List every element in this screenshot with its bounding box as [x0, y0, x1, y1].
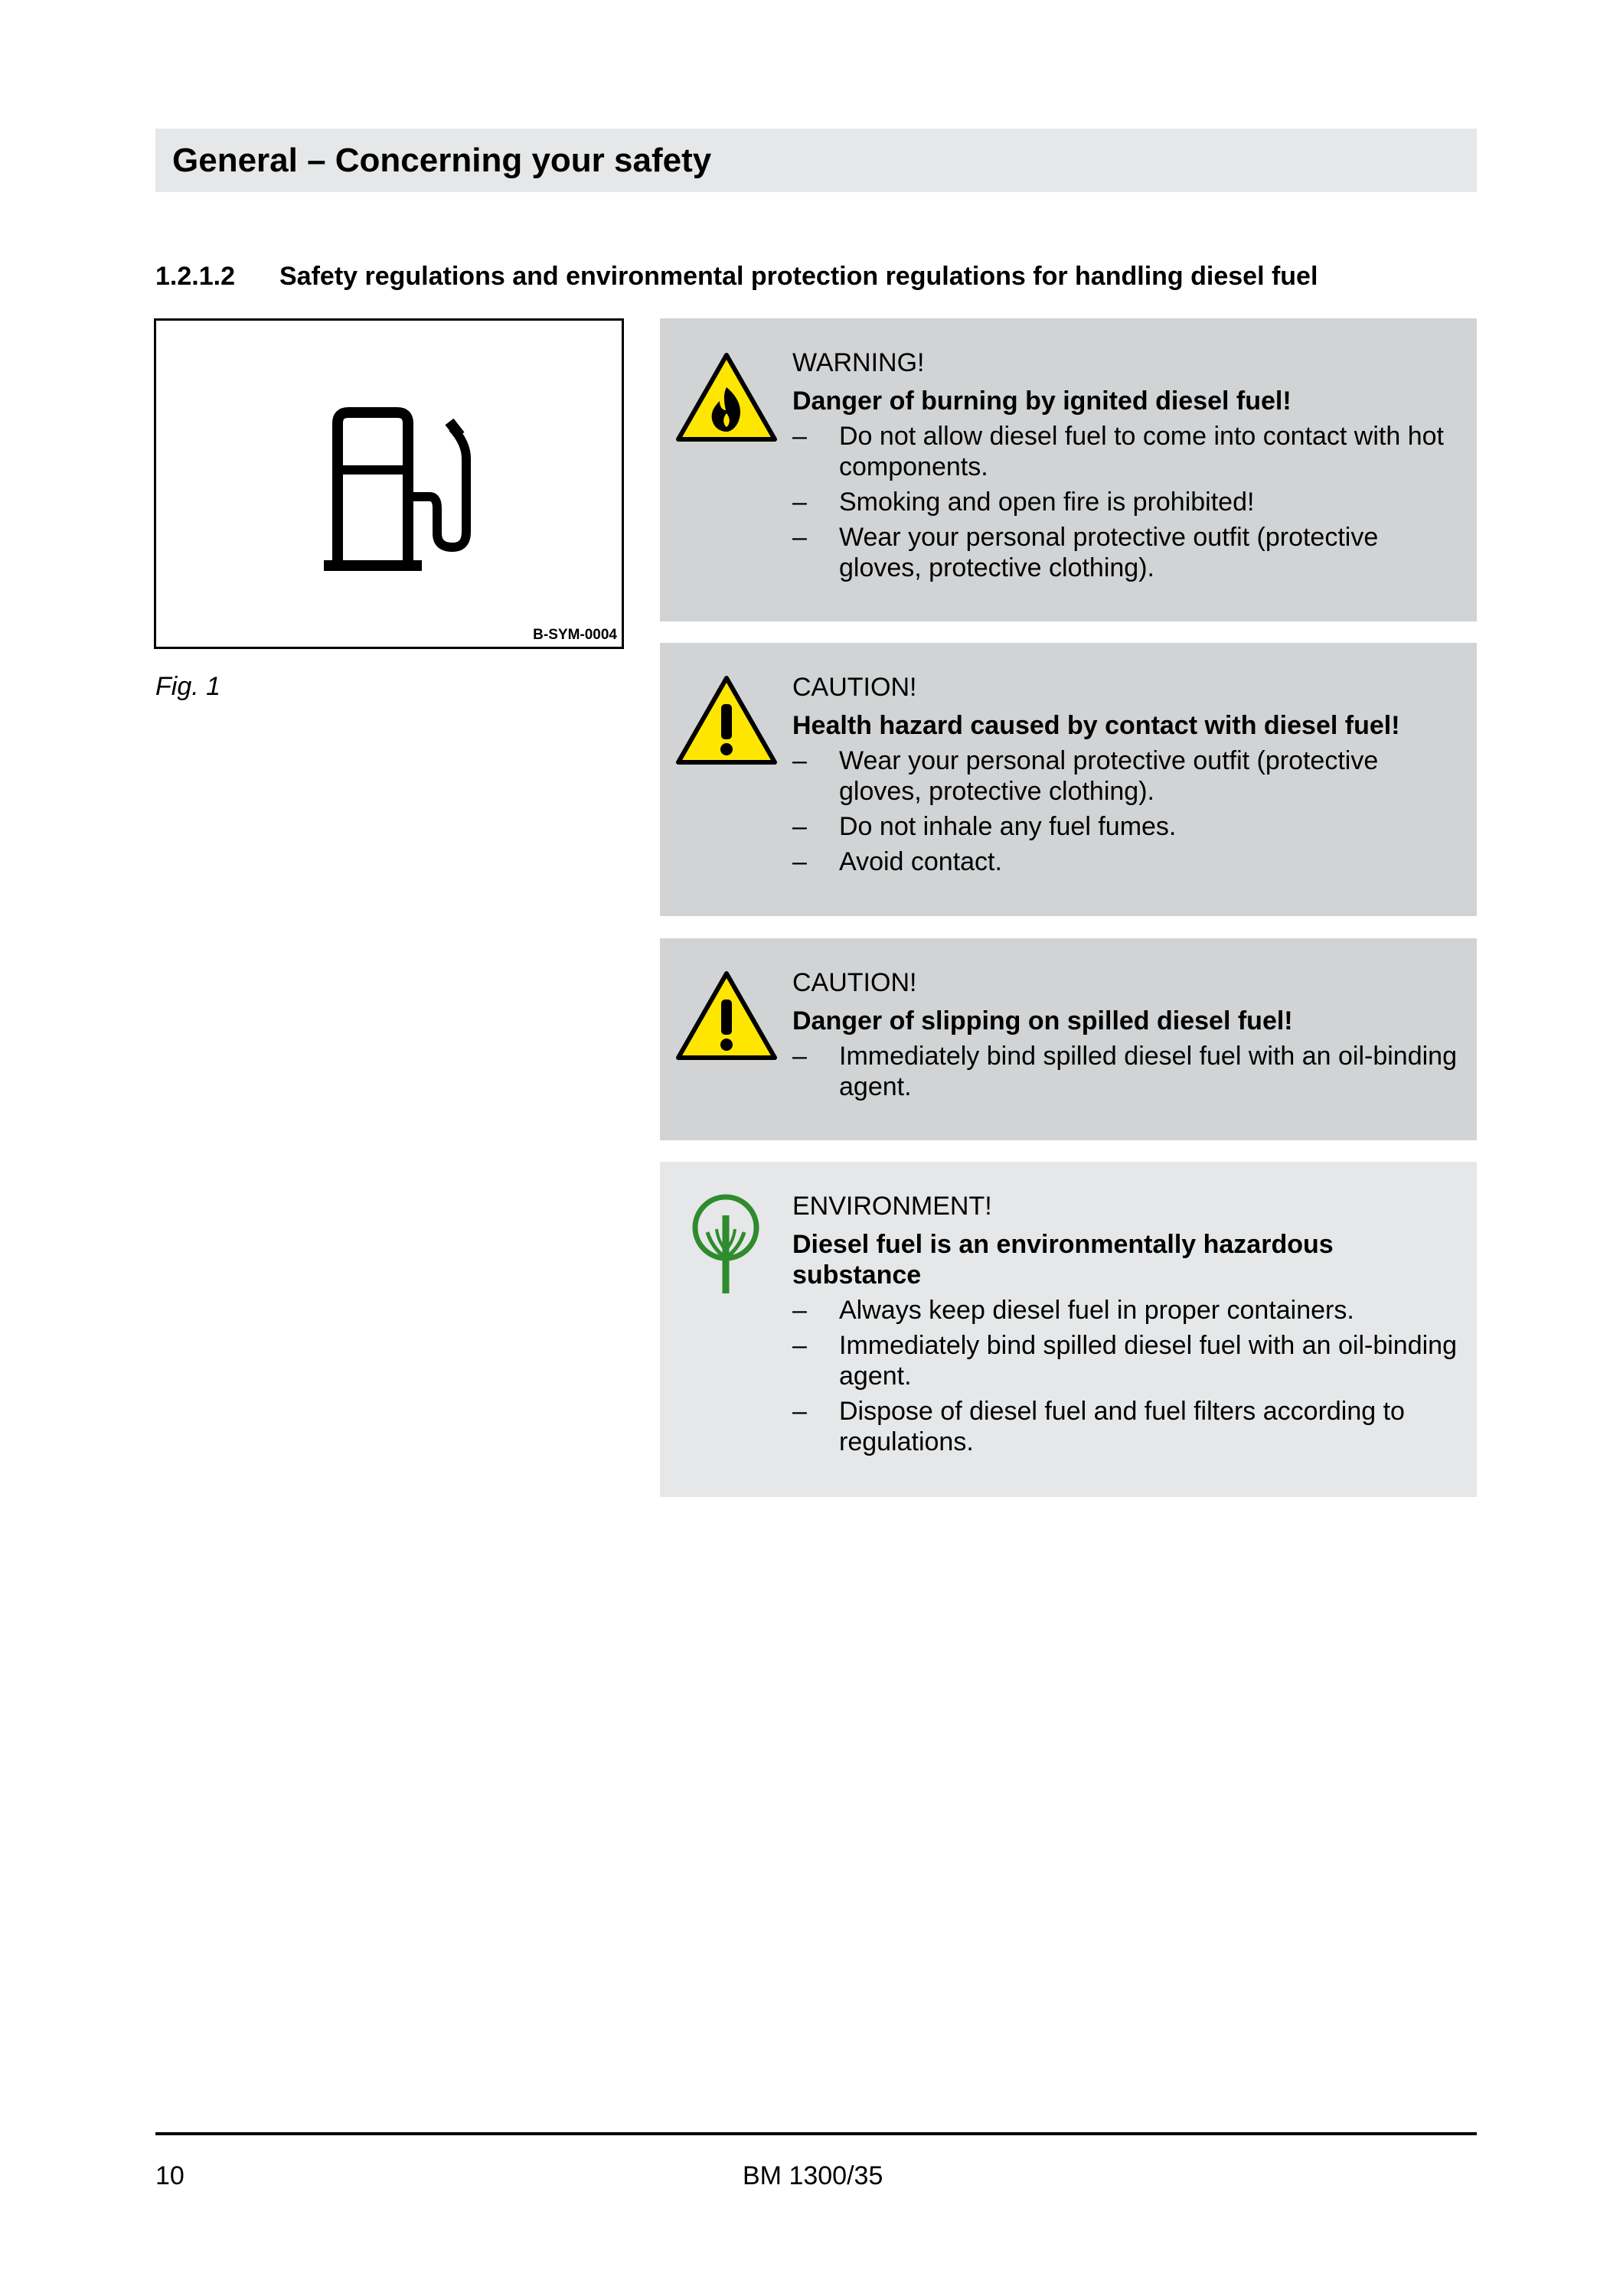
list-item: – Always keep diesel fuel in proper containers. — [792, 1296, 1354, 1325]
exclamation-warning-icon — [675, 970, 778, 1062]
section-title: Safety regulations and environmental protection regulations for handling diesel fuel — [279, 262, 1318, 291]
figure-box — [154, 318, 624, 649]
notice-body — [792, 672, 1458, 882]
notice-title: Danger of slipping on spilled diesel fuel! — [792, 1006, 1293, 1035]
list-dash: – — [792, 488, 807, 517]
caution-notice — [660, 938, 1477, 1140]
notice-label: CAUTION! — [792, 968, 917, 997]
list-dash: – — [792, 847, 807, 876]
notice-list — [792, 745, 1458, 877]
notice-body — [792, 967, 1458, 1107]
list-dash: – — [792, 812, 807, 841]
list-dash: – — [792, 1397, 807, 1426]
list-item: – Do not allow diesel fuel to come into contact with hot components. — [792, 422, 1444, 481]
warning-notice — [660, 318, 1477, 621]
environment-notice — [660, 1162, 1477, 1497]
list-dash: – — [792, 746, 807, 775]
footer-rule — [155, 2132, 1477, 2135]
list-dash: – — [792, 1042, 807, 1071]
notice-label: ENVIRONMENT! — [792, 1192, 992, 1221]
flammable-warning-icon — [675, 352, 778, 444]
list-item: – Avoid contact. — [792, 847, 1002, 876]
notice-list — [792, 421, 1458, 583]
notice-body — [792, 347, 1458, 588]
figure-caption: Fig. 1 — [155, 672, 221, 701]
list-item: – Smoking and open fire is prohibited! — [792, 488, 1255, 517]
notice-label: WARNING! — [792, 348, 925, 377]
section-number: 1.2.1.2 — [155, 262, 235, 291]
list-item: – Do not inhale any fuel fumes. — [792, 812, 1177, 841]
environment-tree-icon — [689, 1192, 763, 1296]
list-dash: – — [792, 422, 807, 451]
list-dash: – — [792, 1296, 807, 1325]
notice-title: Diesel fuel is an environmentally hazardous substance — [792, 1230, 1334, 1290]
notice-body — [792, 1191, 1458, 1462]
list-dash: – — [792, 1331, 807, 1360]
section-heading — [155, 262, 1477, 292]
caution-notice — [660, 643, 1477, 916]
notice-list — [792, 1041, 1458, 1102]
document-id: BM 1300/35 — [743, 2161, 883, 2190]
notice-label: CAUTION! — [792, 673, 917, 702]
notice-list — [792, 1295, 1458, 1457]
list-item: – Dispose of diesel fuel and fuel filters according to regulations. — [792, 1397, 1405, 1456]
list-item: – Immediately bind spilled diesel fuel with an oil-binding agent. — [792, 1042, 1458, 1101]
exclamation-warning-icon — [675, 675, 778, 767]
list-item: – Wear your personal protective outfit (protective gloves, protective clothing). — [792, 523, 1379, 582]
list-item: – Immediately bind spilled diesel fuel with an oil-binding agent. — [792, 1331, 1458, 1391]
fuel-pump-icon — [315, 405, 475, 573]
notice-title: Danger of burning by ignited diesel fuel! — [792, 386, 1292, 416]
page-title: General – Concerning your safety — [172, 141, 712, 179]
figure-code: B-SYM-0004 — [533, 627, 617, 643]
notice-title: Health hazard caused by contact with diesel fuel! — [792, 711, 1400, 740]
page-header — [155, 129, 1477, 192]
list-item: – Wear your personal protective outfit (protective gloves, protective clothing). — [792, 746, 1379, 806]
page-number: 10 — [155, 2161, 185, 2190]
list-dash: – — [792, 523, 807, 552]
